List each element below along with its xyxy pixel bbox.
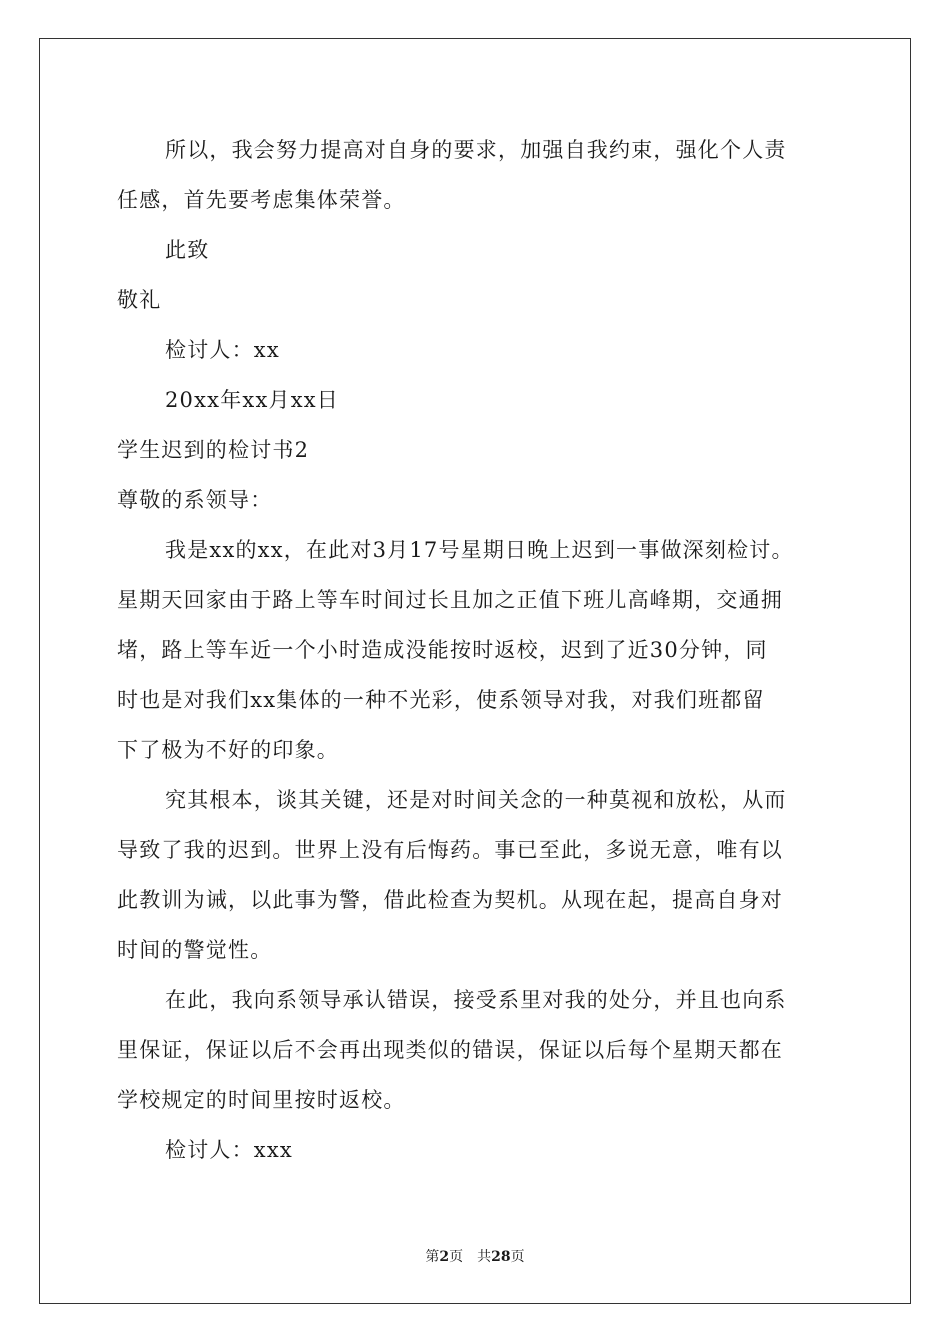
footer-suffix: 页 — [510, 1249, 525, 1265]
paragraph-line: 学校规定的时间里按时返校。 — [117, 1088, 406, 1112]
paragraph-line: 星期天回家由于路上等车时间过长且加之正值下班儿高峰期，交通拥 — [117, 588, 783, 612]
total-page-count: 28 — [491, 1249, 511, 1265]
footer-mid: 页 共 — [449, 1249, 492, 1265]
closing-line: 此致 — [165, 238, 210, 262]
paragraph-line: 里保证，保证以后不会再出现类似的错误，保证以后每个星期天都在 — [117, 1038, 783, 1062]
closing-line: 敬礼 — [117, 288, 162, 312]
paragraph-line: 在此，我向系领导承认错误，接受系里对我的处分，并且也向系 — [165, 988, 787, 1012]
paragraph-line: 此教训为诫，以此事为警，借此检查为契机。从现在起，提高自身对 — [117, 888, 783, 912]
signature-line: 检讨人：xx — [165, 338, 280, 362]
salutation: 尊敬的系领导： — [117, 488, 273, 512]
current-page-number: 2 — [439, 1249, 450, 1265]
date-line: 20xx年xx月xx日 — [165, 388, 339, 412]
page-footer — [0, 1248, 950, 1266]
paragraph-line: 堵，路上等车近一个小时造成没能按时返校，迟到了近30分钟，同 — [117, 638, 768, 662]
paragraph-line: 下了极为不好的印象。 — [117, 738, 339, 762]
footer-prefix: 第 — [425, 1249, 440, 1265]
paragraph-line: 我是xx的xx，在此对3月17号星期日晚上迟到一事做深刻检讨。 — [165, 538, 794, 562]
page-border — [39, 38, 911, 1304]
paragraph-line: 所以，我会努力提高对自身的要求，加强自我约束，强化个人责 — [165, 138, 787, 162]
paragraph-line: 究其根本，谈其关键，还是对时间关念的一种莫视和放松，从而 — [165, 788, 787, 812]
paragraph-line: 导致了我的迟到。世界上没有后悔药。事已至此，多说无意，唯有以 — [117, 838, 783, 862]
paragraph-line: 时间的警觉性。 — [117, 938, 273, 962]
section-title: 学生迟到的检讨书2 — [117, 438, 310, 462]
paragraph-line: 时也是对我们xx集体的一种不光彩，使系领导对我，对我们班都留 — [117, 688, 765, 712]
paragraph-line: 任感，首先要考虑集体荣誉。 — [117, 188, 406, 212]
signature-line: 检讨人：xxx — [165, 1138, 293, 1162]
